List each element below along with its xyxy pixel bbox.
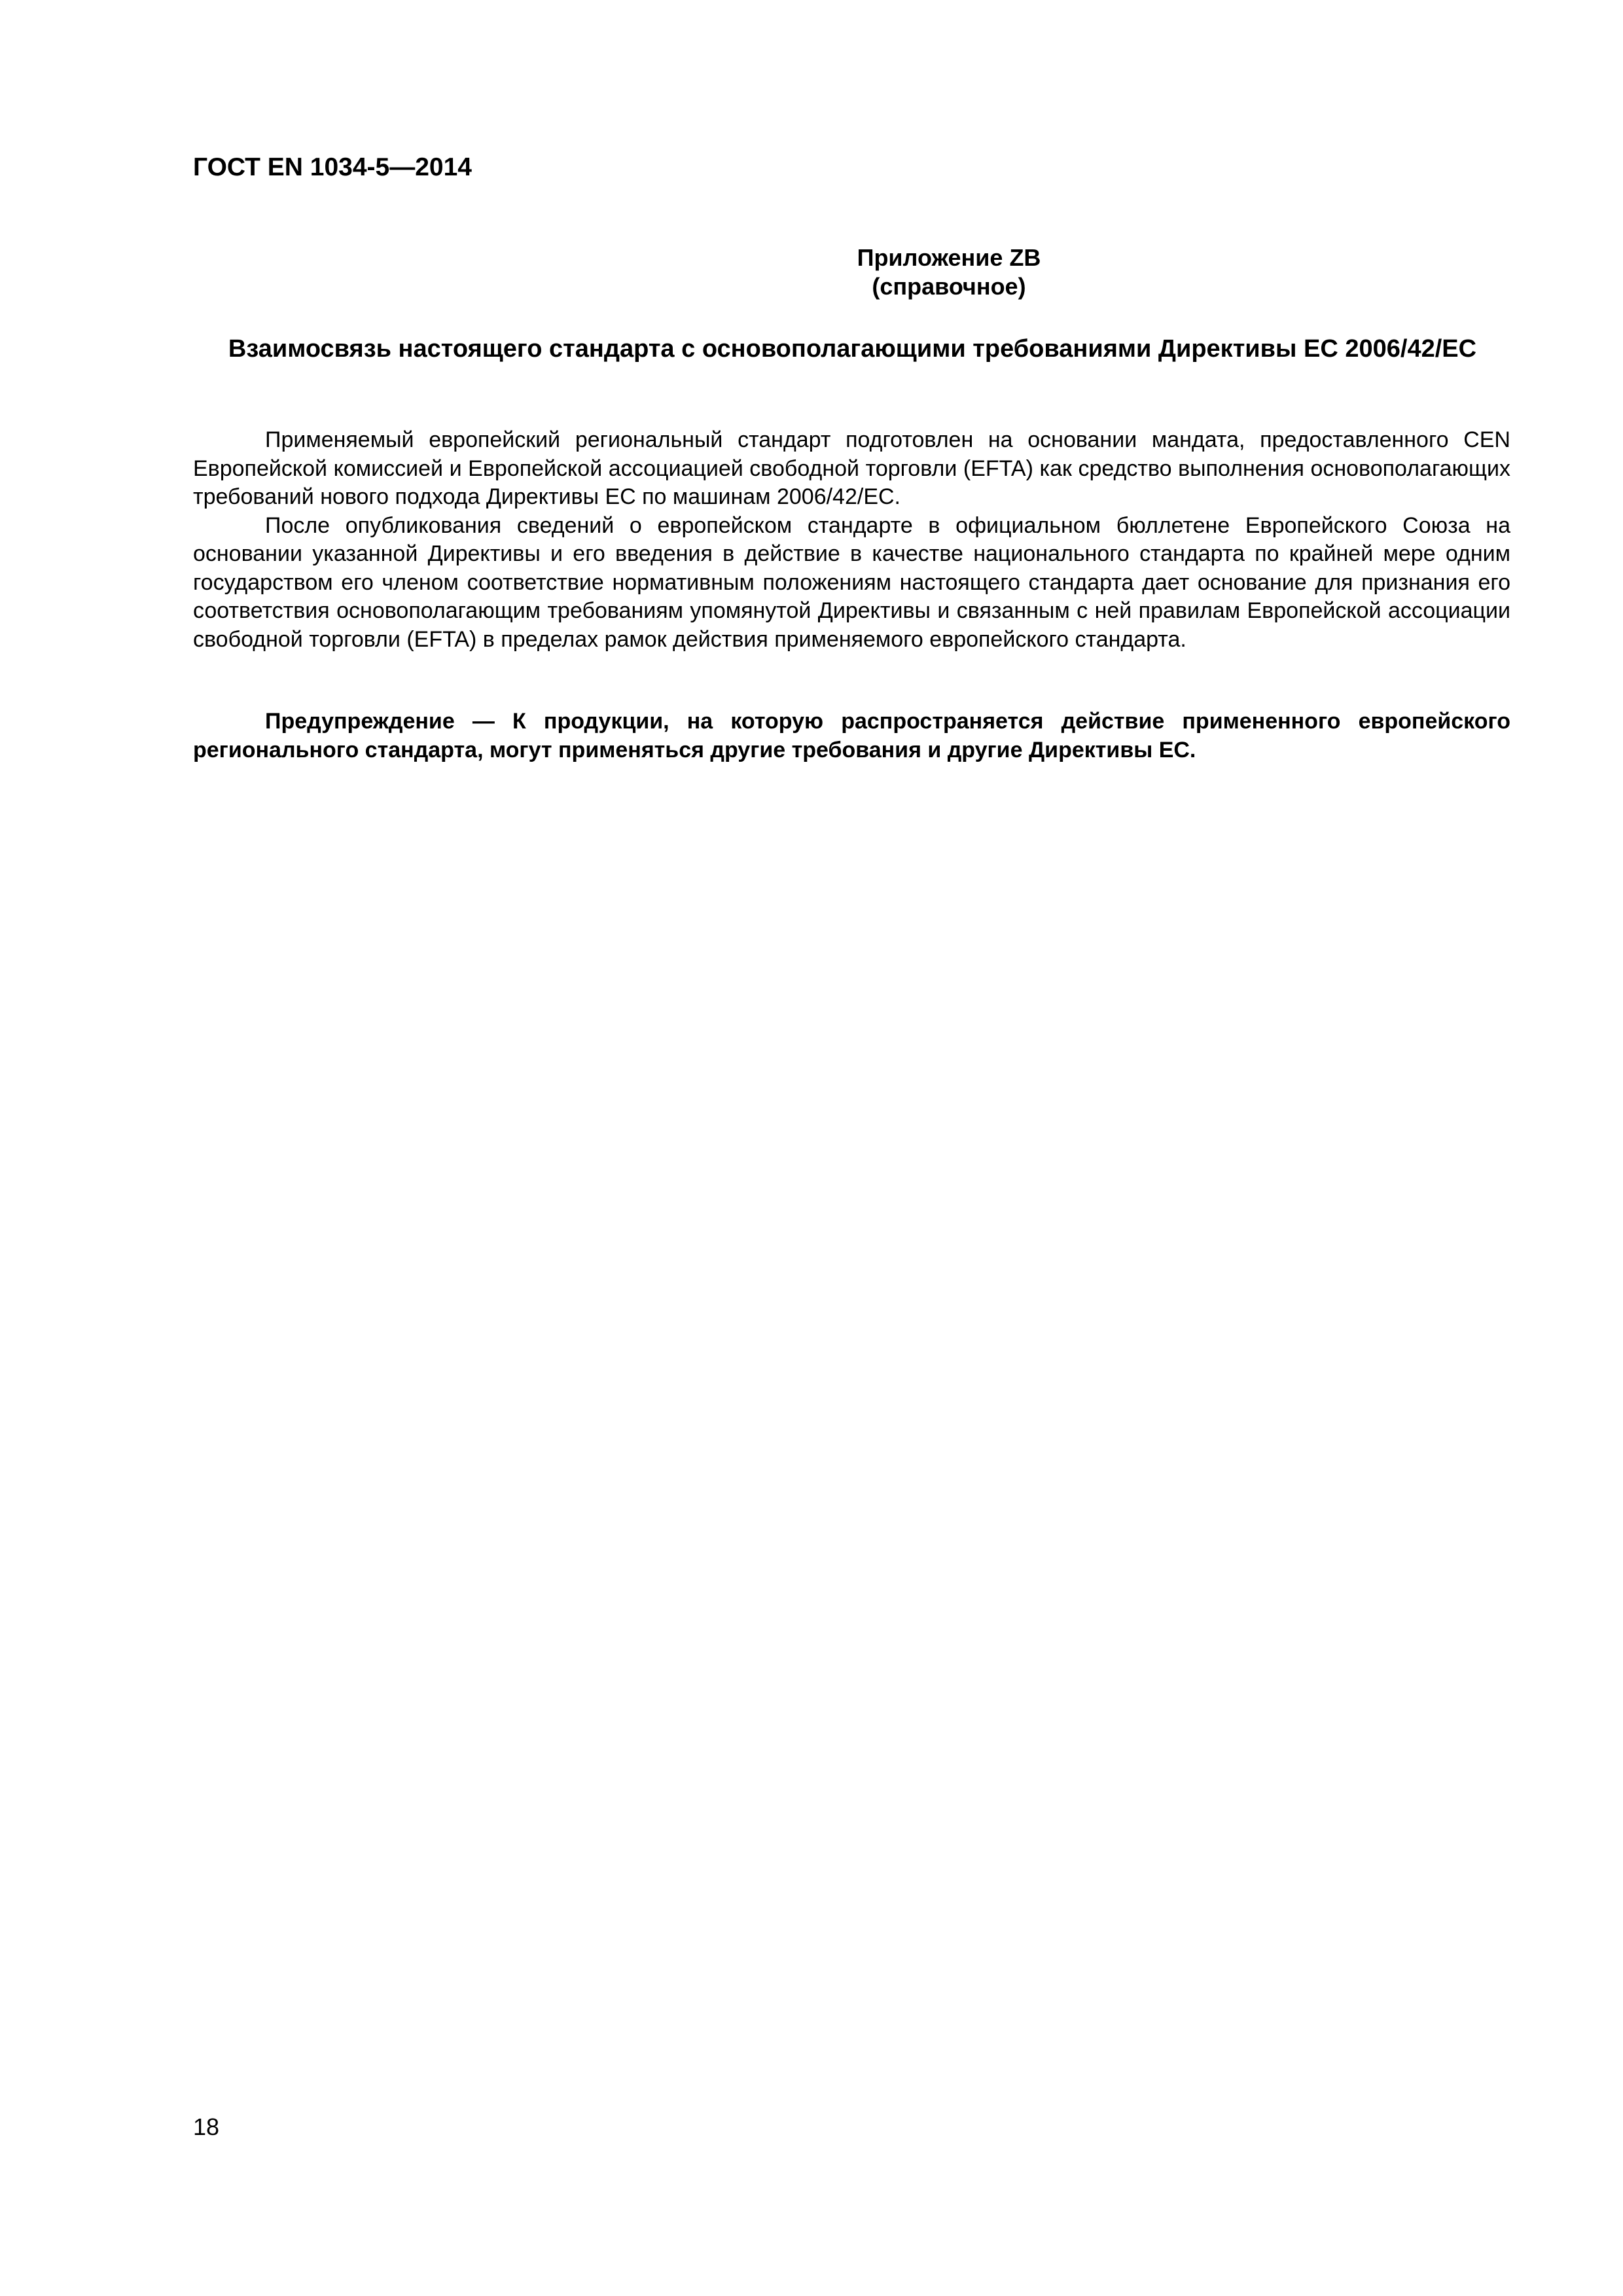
annex-heading bbox=[720, 243, 1178, 301]
document-code-header: ГОСТ EN 1034-5—2014 bbox=[193, 153, 472, 181]
warning-paragraph: Предупреждение — К продукции, на которую распространяется действие примененного европейского регионального стандарта, могут применяться другие требования и другие Директивы ЕС. bbox=[193, 709, 1510, 762]
annex-title: Взаимосвязь настоящего стандарта с основополагающими требованиями Директивы ЕС 2006/42/ЕС bbox=[228, 335, 1477, 363]
page-number: 18 bbox=[193, 2113, 220, 2140]
warning-block bbox=[193, 707, 1510, 764]
annex-status: (справочное) bbox=[872, 273, 1026, 300]
paragraph-mandate: Применяемый европейский региональный стандарт подготовлен на основании мандата, предоставленного CEN Европейской комиссией и Европейской ассоциацией свободной торговли (EFTA) как средство выполнения основополагающих требований нового подхода Директивы ЕС по машинам 2006/42/ЕС. bbox=[193, 427, 1510, 509]
annex-label: Приложение ZB bbox=[857, 244, 1041, 271]
paragraph-conformity: После опубликования сведений о европейском стандарте в официальном бюллетене Европейского Союза на основании указанной Директивы и его введения в действие в качестве национального стандарта по крайней мере одним государством его членом соответствие нормативным положениям настоящего стандарта дает основание для признания его соответствия основополагающим требованиям упомянутой Директивы и связанным с ней правилам Европейской ассоциации свободной торговли (EFTA) в пределах рамок действия применяемого европейского стандарта. bbox=[193, 512, 1510, 652]
body-text bbox=[193, 426, 1510, 654]
